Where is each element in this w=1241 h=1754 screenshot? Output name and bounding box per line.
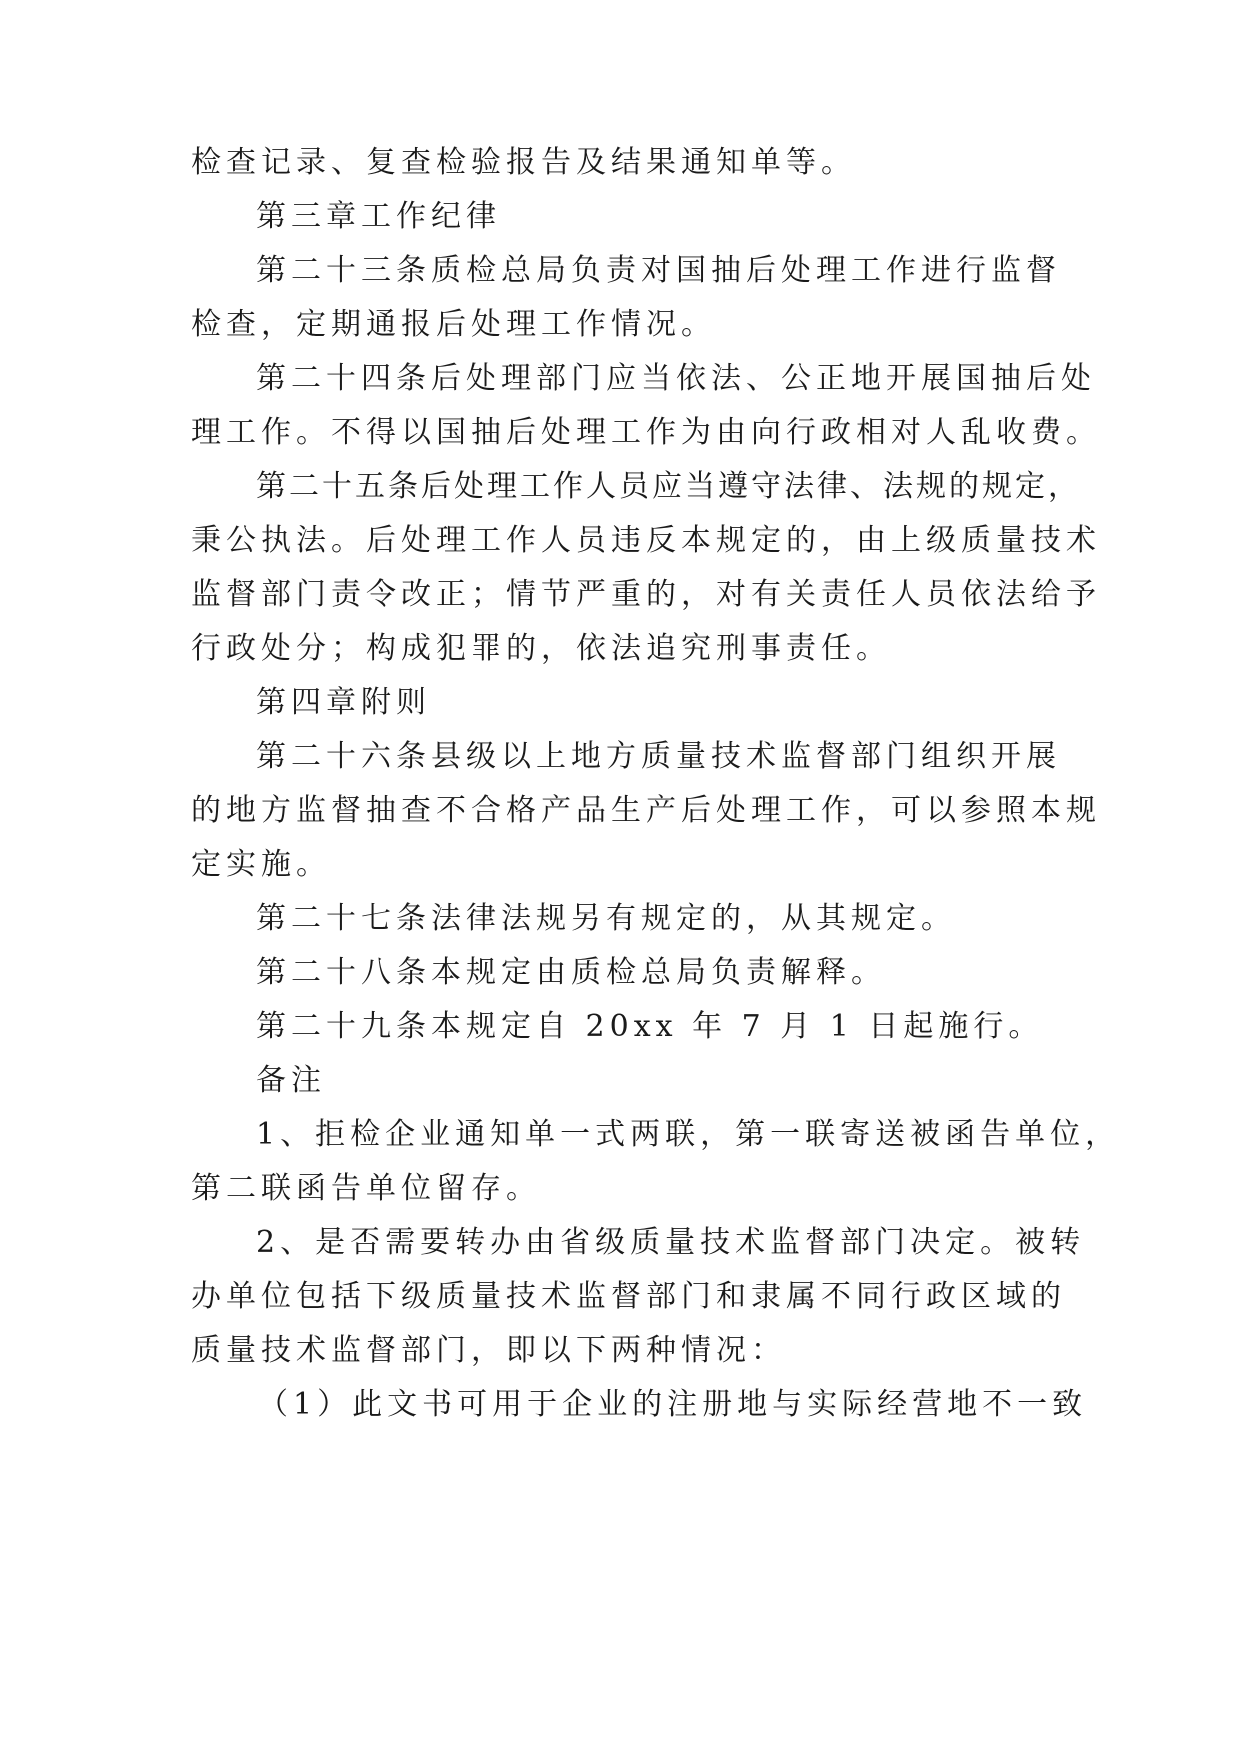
text-line: 的地方监督抽查不合格产品生产后处理工作，可以参照本规 — [191, 793, 1101, 828]
text-line: 第二十三条质检总局负责对国抽后处理工作进行监督 — [256, 253, 1061, 288]
text-line: 秉公执法。后处理工作人员违反本规定的，由上级质量技术 — [191, 523, 1101, 558]
chapter-heading: 第三章工作纪律 — [256, 199, 501, 234]
text-line: 定实施。 — [191, 847, 331, 882]
text-line: 第二十五条后处理工作人员应当遵守法律、法规的规定， — [256, 469, 1081, 504]
text-line: 办单位包括下级质量技术监督部门和隶属不同行政区域的 — [191, 1279, 1066, 1314]
text-line: 第二联函告单位留存。 — [191, 1171, 541, 1206]
text-line: 1、拒检企业通知单一式两联，第一联寄送被函告单位， — [256, 1117, 1121, 1152]
text-line: 第二十七条法律法规另有规定的，从其规定。 — [256, 901, 956, 936]
text-line: （1）此文书可用于企业的注册地与实际经营地不一致 — [258, 1387, 1088, 1422]
text-line: 质量技术监督部门，即以下两种情况： — [191, 1333, 786, 1368]
section-heading: 备注 — [256, 1063, 326, 1098]
chapter-heading: 第四章附则 — [256, 685, 431, 720]
text-line: 监督部门责令改正；情节严重的，对有关责任人员依法给予 — [191, 577, 1101, 612]
text-line: 第二十九条本规定自 20xx 年 7 月 1 日起施行。 — [256, 1009, 1044, 1044]
text-line: 第二十八条本规定由质检总局负责解释。 — [256, 955, 886, 990]
text-line: 第二十四条后处理部门应当依法、公正地开展国抽后处 — [256, 361, 1096, 396]
text-line: 2、是否需要转办由省级质量技术监督部门决定。被转 — [256, 1225, 1086, 1260]
text-line: 行政处分；构成犯罪的，依法追究刑事责任。 — [191, 631, 891, 666]
text-line: 检查记录、复查检验报告及结果通知单等。 — [191, 145, 856, 180]
text-line: 第二十六条县级以上地方质量技术监督部门组织开展 — [256, 739, 1061, 774]
text-line: 理工作。不得以国抽后处理工作为由向行政相对人乱收费。 — [191, 415, 1101, 450]
text-line: 检查，定期通报后处理工作情况。 — [191, 307, 716, 342]
